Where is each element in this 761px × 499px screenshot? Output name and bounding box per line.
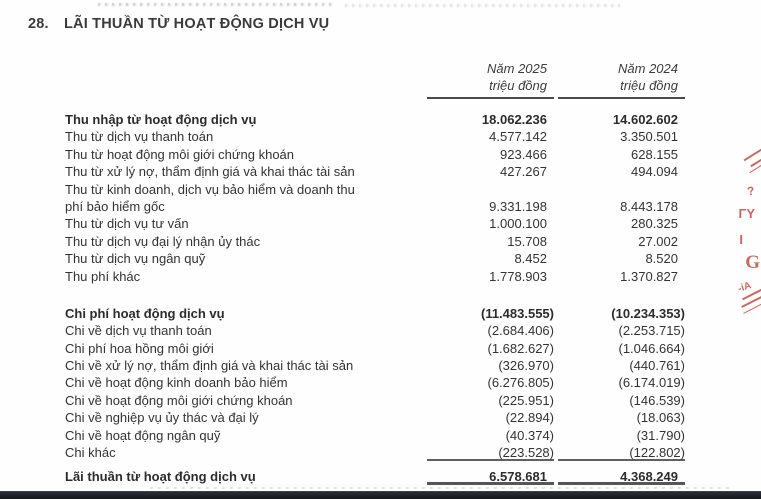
column-header-spacer [65, 61, 427, 99]
table-row [65, 392, 685, 409]
stamp-text-fragment: I [739, 232, 743, 247]
value-2025: 1.778.903 [489, 268, 547, 284]
row-label: Chi về xử lý nợ, thẩm định giá và khai thác tài sản [65, 358, 354, 374]
table-row [65, 163, 685, 180]
row-label: Chi về dịch vụ thanh toán [65, 323, 212, 339]
value-2024: 8.520 [645, 251, 678, 267]
value-2024: 8.443.178 [620, 198, 678, 214]
table-row [65, 268, 685, 285]
row-label: Thu từ dịch vụ tư vấn [65, 216, 189, 232]
row-label: Thu từ dịch vụ ngân quỹ [65, 251, 206, 267]
stamp-text-fragment: ? [745, 183, 755, 199]
value-2024: 3.350.501 [620, 129, 678, 145]
value-2024: (122.802) [558, 444, 685, 461]
table-row [65, 444, 685, 461]
table-row [65, 233, 685, 250]
value-2025: 18.062.236 [481, 112, 547, 127]
row-label: Thu từ xử lý nợ, thẩm định giá và khai thác tài sản [65, 164, 355, 180]
value-2025: 923.466 [500, 146, 547, 162]
column-header-2025 [427, 61, 554, 99]
column-headers [65, 61, 685, 99]
value-2025: (40.374) [505, 427, 554, 443]
value-2024: (1.046.664) [618, 340, 685, 356]
row-label: Chi về nghiệp vụ ủy thác và đại lý [65, 410, 259, 426]
value-2025: (6.276.805) [487, 375, 554, 391]
table-row [65, 215, 685, 232]
value-2025: 6.578.681 [427, 468, 554, 485]
page-title: LÃI THUẦN TỪ HOẠT ĐỘNG DỊCH VỤ [64, 16, 330, 32]
row-label: Thu nhập từ hoạt động dịch vụ [65, 112, 257, 127]
value-2025 [427, 181, 554, 198]
value-2024 [558, 181, 685, 198]
table-row [65, 340, 685, 357]
table-row [65, 128, 685, 145]
value-2025: (22.894) [505, 410, 554, 426]
table-body [65, 111, 685, 485]
table-row [65, 250, 685, 267]
table-row [65, 181, 685, 198]
value-2024: 27.002 [638, 233, 678, 249]
value-2024: 280.325 [631, 216, 678, 232]
row-label: Chi về hoạt động ngân quỹ [65, 427, 221, 443]
row-label: Lãi thuần từ hoạt động dịch vụ [65, 468, 256, 484]
table-row [65, 357, 685, 374]
row-label: Chi về hoạt động kinh doanh bảo hiểm [65, 375, 288, 391]
table-row [65, 146, 685, 163]
value-2025: (1.682.627) [487, 340, 554, 356]
value-2025: 8.452 [514, 251, 547, 267]
value-2025: (326.970) [498, 358, 554, 374]
value-2024: 14.602.602 [612, 112, 678, 127]
value-2025: 4.577.142 [489, 129, 547, 145]
table-row [65, 322, 685, 339]
table-row [65, 374, 685, 391]
table-row [65, 198, 685, 215]
value-2024: (31.790) [636, 427, 685, 443]
value-2025: 427.267 [500, 164, 547, 180]
scan-smudge [98, 3, 333, 6]
column-year-2025: Năm 2025 [487, 61, 547, 76]
value-2024: 494.094 [631, 164, 678, 180]
value-2025: (223.528) [427, 444, 554, 461]
column-header-2024 [558, 61, 685, 99]
row-label: Thu từ dịch vụ đại lý nhận ủy thác [65, 233, 261, 249]
column-unit-2025: triệu đồng [489, 77, 547, 93]
scan-smudge [345, 4, 620, 7]
value-2025: (11.483.555) [480, 305, 554, 321]
row-label: Thu phí khác [65, 268, 141, 284]
scan-edge-bar [0, 491, 761, 499]
stamp-text-fragment: G [745, 252, 760, 273]
value-2025: (225.951) [498, 392, 554, 408]
value-2024: 1.370.827 [620, 268, 678, 284]
note-number: 28. [28, 16, 49, 32]
value-2024: (146.539) [629, 392, 685, 408]
red-stamp [721, 142, 761, 352]
value-2025: 15.708 [507, 233, 547, 249]
table-row [65, 427, 685, 444]
value-2024: (18.063) [636, 410, 685, 426]
stamp-text-fragment: -iA [736, 280, 753, 295]
row-label: Thu từ hoạt động môi giới chứng khoán [65, 146, 295, 162]
value-2024: (440.761) [629, 358, 685, 374]
column-unit-2024: triệu đồng [620, 77, 678, 93]
note-header [28, 16, 329, 32]
stamp-line [744, 145, 761, 162]
table-row [65, 111, 685, 128]
scan-smudge [150, 487, 731, 489]
row-label: Chi phí hoạt động dịch vụ [65, 305, 225, 321]
value-2024: 4.368.249 [558, 468, 685, 485]
row-label: Chi khác [65, 445, 116, 461]
table-row [65, 409, 685, 426]
row-label: phí bảo hiểm gốc [65, 198, 165, 214]
value-2024: (10.234.353) [611, 305, 685, 321]
row-label: Thu từ kinh doanh, dịch vụ bảo hiểm và doanh thu [65, 181, 355, 197]
value-2025: 9.331.198 [489, 198, 547, 214]
stamp-text-fragment: ΓY [738, 206, 755, 221]
value-2024: (2.253.715) [618, 323, 685, 339]
table-row [65, 468, 685, 485]
row-label: Chi về hoạt động môi giới chứng khoán [65, 392, 293, 408]
table-row [65, 305, 685, 322]
row-label: Thu từ dịch vụ thanh toán [65, 129, 214, 145]
column-year-2024: Năm 2024 [618, 61, 678, 76]
value-2024: 628.155 [631, 146, 678, 162]
value-2025: 1.000.100 [489, 216, 547, 232]
value-2025: (2.684.406) [487, 323, 554, 339]
value-2024: (6.174.019) [618, 375, 685, 391]
row-label: Chi phí hoa hồng môi giới [65, 340, 214, 356]
